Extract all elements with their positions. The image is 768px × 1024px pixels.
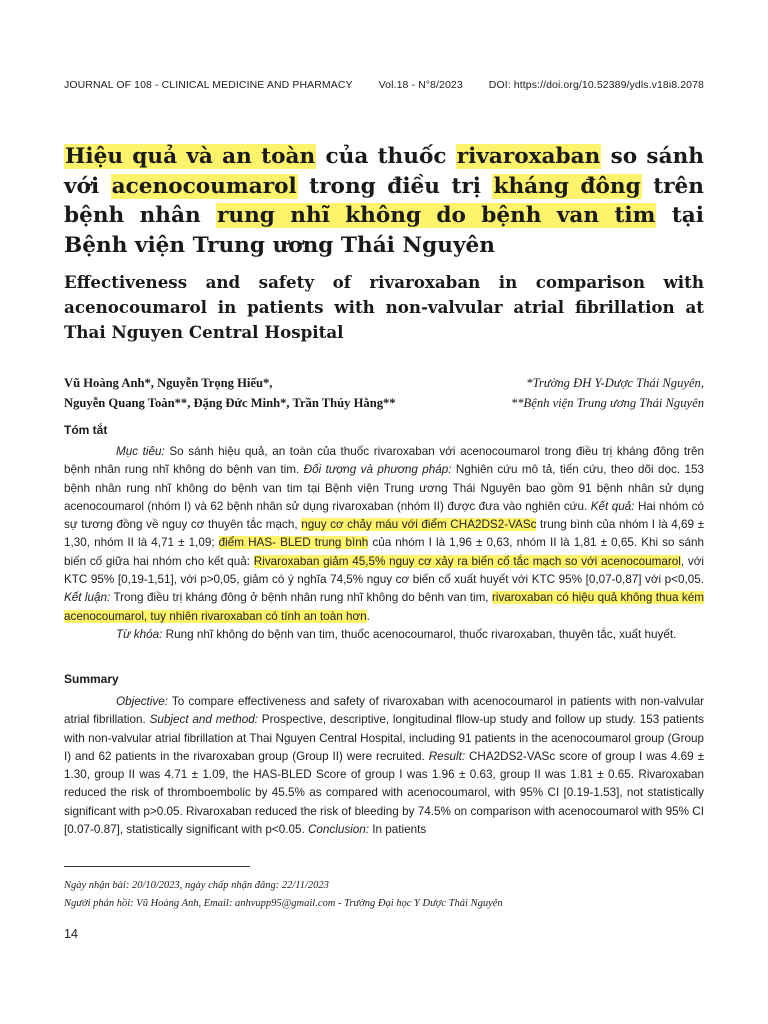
author-list bbox=[64, 373, 444, 413]
abstract-english bbox=[64, 693, 704, 839]
title-highlight: rivaroxaban bbox=[456, 144, 601, 169]
affiliation-line: **Bệnh viện Trung ương Thái Nguyên bbox=[510, 396, 704, 410]
label-ket-luan: Kết luận: bbox=[64, 591, 111, 605]
abstract-heading-vi: Tóm tắt bbox=[64, 423, 108, 437]
label-conclusion: Conclusion: bbox=[307, 823, 370, 837]
title-text: trên bệnh nhân bbox=[64, 173, 704, 228]
author-line: Vũ Hoàng Anh*, Nguyễn Trọng Hiếu*, bbox=[64, 376, 273, 390]
abstract-text: Trong điều trị kháng đông ở bệnh nhân rung nhĩ không do bệnh van tim, bbox=[110, 591, 492, 605]
summary-text: Prospective, descriptive, longitudinal fllow-up study and follow up study. 153 patients with non-valvular atrial fibrillation at Thai Nguyen Central Hospital, including 91 patients in the acenocoumarol group (Group I) and 62 patients in the rivaroxaban group (Group II) were recruited. bbox=[64, 713, 704, 763]
title-text: của thuốc bbox=[316, 144, 456, 169]
abstract-text: của nhóm I là 1,96 ± 0,63, nhóm II là 1,81 ± 0,65. Khi so sánh biến cố giữa hai nhóm cho kết quả: bbox=[64, 536, 704, 568]
journal-header bbox=[64, 79, 704, 91]
doi-link[interactable]: DOI: https://doi.org/10.52389/ydls.v18i8.2078 bbox=[488, 79, 704, 91]
page-number: 14 bbox=[64, 927, 78, 941]
journal-volume: Vol.18 - N°8/2023 bbox=[378, 79, 463, 91]
title-english: Effectiveness and safety of rivaroxaban in comparison with acenocoumarol in patients with non-valvular atrial fibrillation at Thai Nguyen Central Hospital bbox=[64, 272, 704, 342]
summary-text: To compare effectiveness and safety of rivaroxaban with acenocoumarol in patients with non-valvular atrial fibrillation. bbox=[64, 695, 704, 727]
abstract-heading-en: Summary bbox=[64, 672, 119, 686]
abstract-text: . bbox=[366, 609, 370, 623]
affiliations bbox=[444, 373, 704, 413]
title-highlight: kháng đông bbox=[493, 173, 641, 199]
text-highlight: Rivaroxaban giảm 45,5% nguy cơ xảy ra biến cố tắc mạch so với acenocoumarol bbox=[253, 554, 681, 568]
footnote-correspondence: Người phản hồi: Vũ Hoàng Anh, Email: anhvupp95@gmail.com - Trường Đại học Y Dược Thái Nguyên bbox=[64, 898, 503, 909]
title-text: trong điều trị bbox=[297, 173, 493, 199]
summary-text: In patients bbox=[369, 823, 427, 837]
abstract-text: So sánh hiệu quả, an toàn của thuốc rivaroxaban với acenocoumarol trong điều trị kháng đông trên bệnh nhân rung nhĩ không do bệnh van tim. bbox=[64, 445, 704, 477]
keywords-text: Rung nhĩ không do bệnh van tim, thuốc acenocoumarol, thuốc rivaroxaban, thuyên tắc, xuất huyết. bbox=[162, 627, 677, 641]
keywords-paragraph bbox=[64, 626, 704, 644]
label-ket-qua: Kết quả: bbox=[590, 499, 635, 513]
summary-paragraph bbox=[64, 693, 704, 839]
label-muc-tieu: Mục tiêu: bbox=[116, 445, 165, 458]
abstract-text: Nghiên cứu mô tả, tiến cứu, theo dõi dọc. 153 bệnh nhân rung nhĩ không do bệnh van tim tại Bệnh viện Trung ương Thái Nguyên bao gồm 91 bệnh nhân sử dụng acenocoumarol (nhóm I) và 62 bệnh nhân sử dụng rivaroxaban (nhóm II) được đưa vào nghiên cứu. bbox=[64, 463, 705, 513]
journal-name: JOURNAL OF 108 - CLINICAL MEDICINE AND PHARMACY bbox=[64, 79, 353, 91]
abstract-paragraph bbox=[64, 443, 704, 626]
text-highlight: điểm HAS- BLED trung bình bbox=[218, 536, 369, 550]
text-highlight: rivaroxaban có hiệu quả không thua kém acenocoumarol, tuy nhiên rivaroxaban có tính an toàn hơn bbox=[64, 591, 704, 623]
footnotes bbox=[64, 877, 704, 913]
article-page bbox=[64, 0, 704, 1024]
abstract-vietnamese bbox=[64, 443, 704, 644]
text-highlight: nguy cơ chảy máu với điểm CHA2DS2-VASc bbox=[301, 518, 537, 532]
label-result: Result: bbox=[428, 749, 466, 763]
affiliation-line: *Trường ĐH Y-Dược Thái Nguyên, bbox=[526, 376, 704, 390]
label-subject: Subject and method: bbox=[149, 713, 258, 727]
abstract-text: , với KTC 95% [0,19-1,51], với p>0,05, giảm có ý nghĩa 74,5% nguy cơ biến cố xuất huyết với KTC 95% [0,07-0,87] với p<0,05. bbox=[64, 554, 704, 587]
label-tu-khoa: Từ khóa: bbox=[116, 627, 163, 641]
abstract-text: trung bình của nhóm I là 4,69 ± 1,30, nhóm II là 4,71 ± 1,09; bbox=[64, 518, 704, 550]
footnote-divider bbox=[64, 866, 250, 867]
title-highlight: rung nhĩ không do bệnh van tim bbox=[217, 203, 656, 228]
abstract-text: Hai nhóm có sự tương đồng về nguy cơ thuyên tắc mạch, bbox=[64, 499, 704, 532]
title-highlight: Hiệu quả và an toàn bbox=[65, 144, 316, 169]
footnote-dates: Ngày nhận bài: 20/10/2023, ngày chấp nhận đăng: 22/11/2023 bbox=[64, 880, 329, 891]
title-text: so sánh với bbox=[64, 144, 704, 199]
label-doi-tuong: Đối tượng và phương pháp: bbox=[303, 463, 452, 477]
title-vietnamese bbox=[64, 142, 704, 260]
summary-text: CHA2DS2-VASc score of group I was 4.69 ± 1.30, group II was 4.71 ± 1.09, the HAS-BLED Score of group I was 1.96 ± 0.63, group II was 1.81 ± 0.65. Rivaroxaban reduced the risk of thromboembolic by 45.5% as compared with acenocoumarol, with 95% CI [0.19-1.53], not statistically significant with p>0.05. Rivaroxaban reduced the risk of bleeding by 74.5% on comparison with acenocoumarol with 95% CI [0.07-0.87], statistically significant with p<0.05. bbox=[64, 749, 704, 837]
author-line: Nguyễn Quang Toàn**, Đặng Đức Minh*, Trần Thúy Hằng** bbox=[64, 396, 396, 410]
title-highlight: acenocoumarol bbox=[111, 173, 297, 199]
label-objective: Objective: bbox=[116, 695, 168, 708]
title-text: tại Bệnh viện Trung ương Thái Nguyên bbox=[64, 203, 705, 258]
